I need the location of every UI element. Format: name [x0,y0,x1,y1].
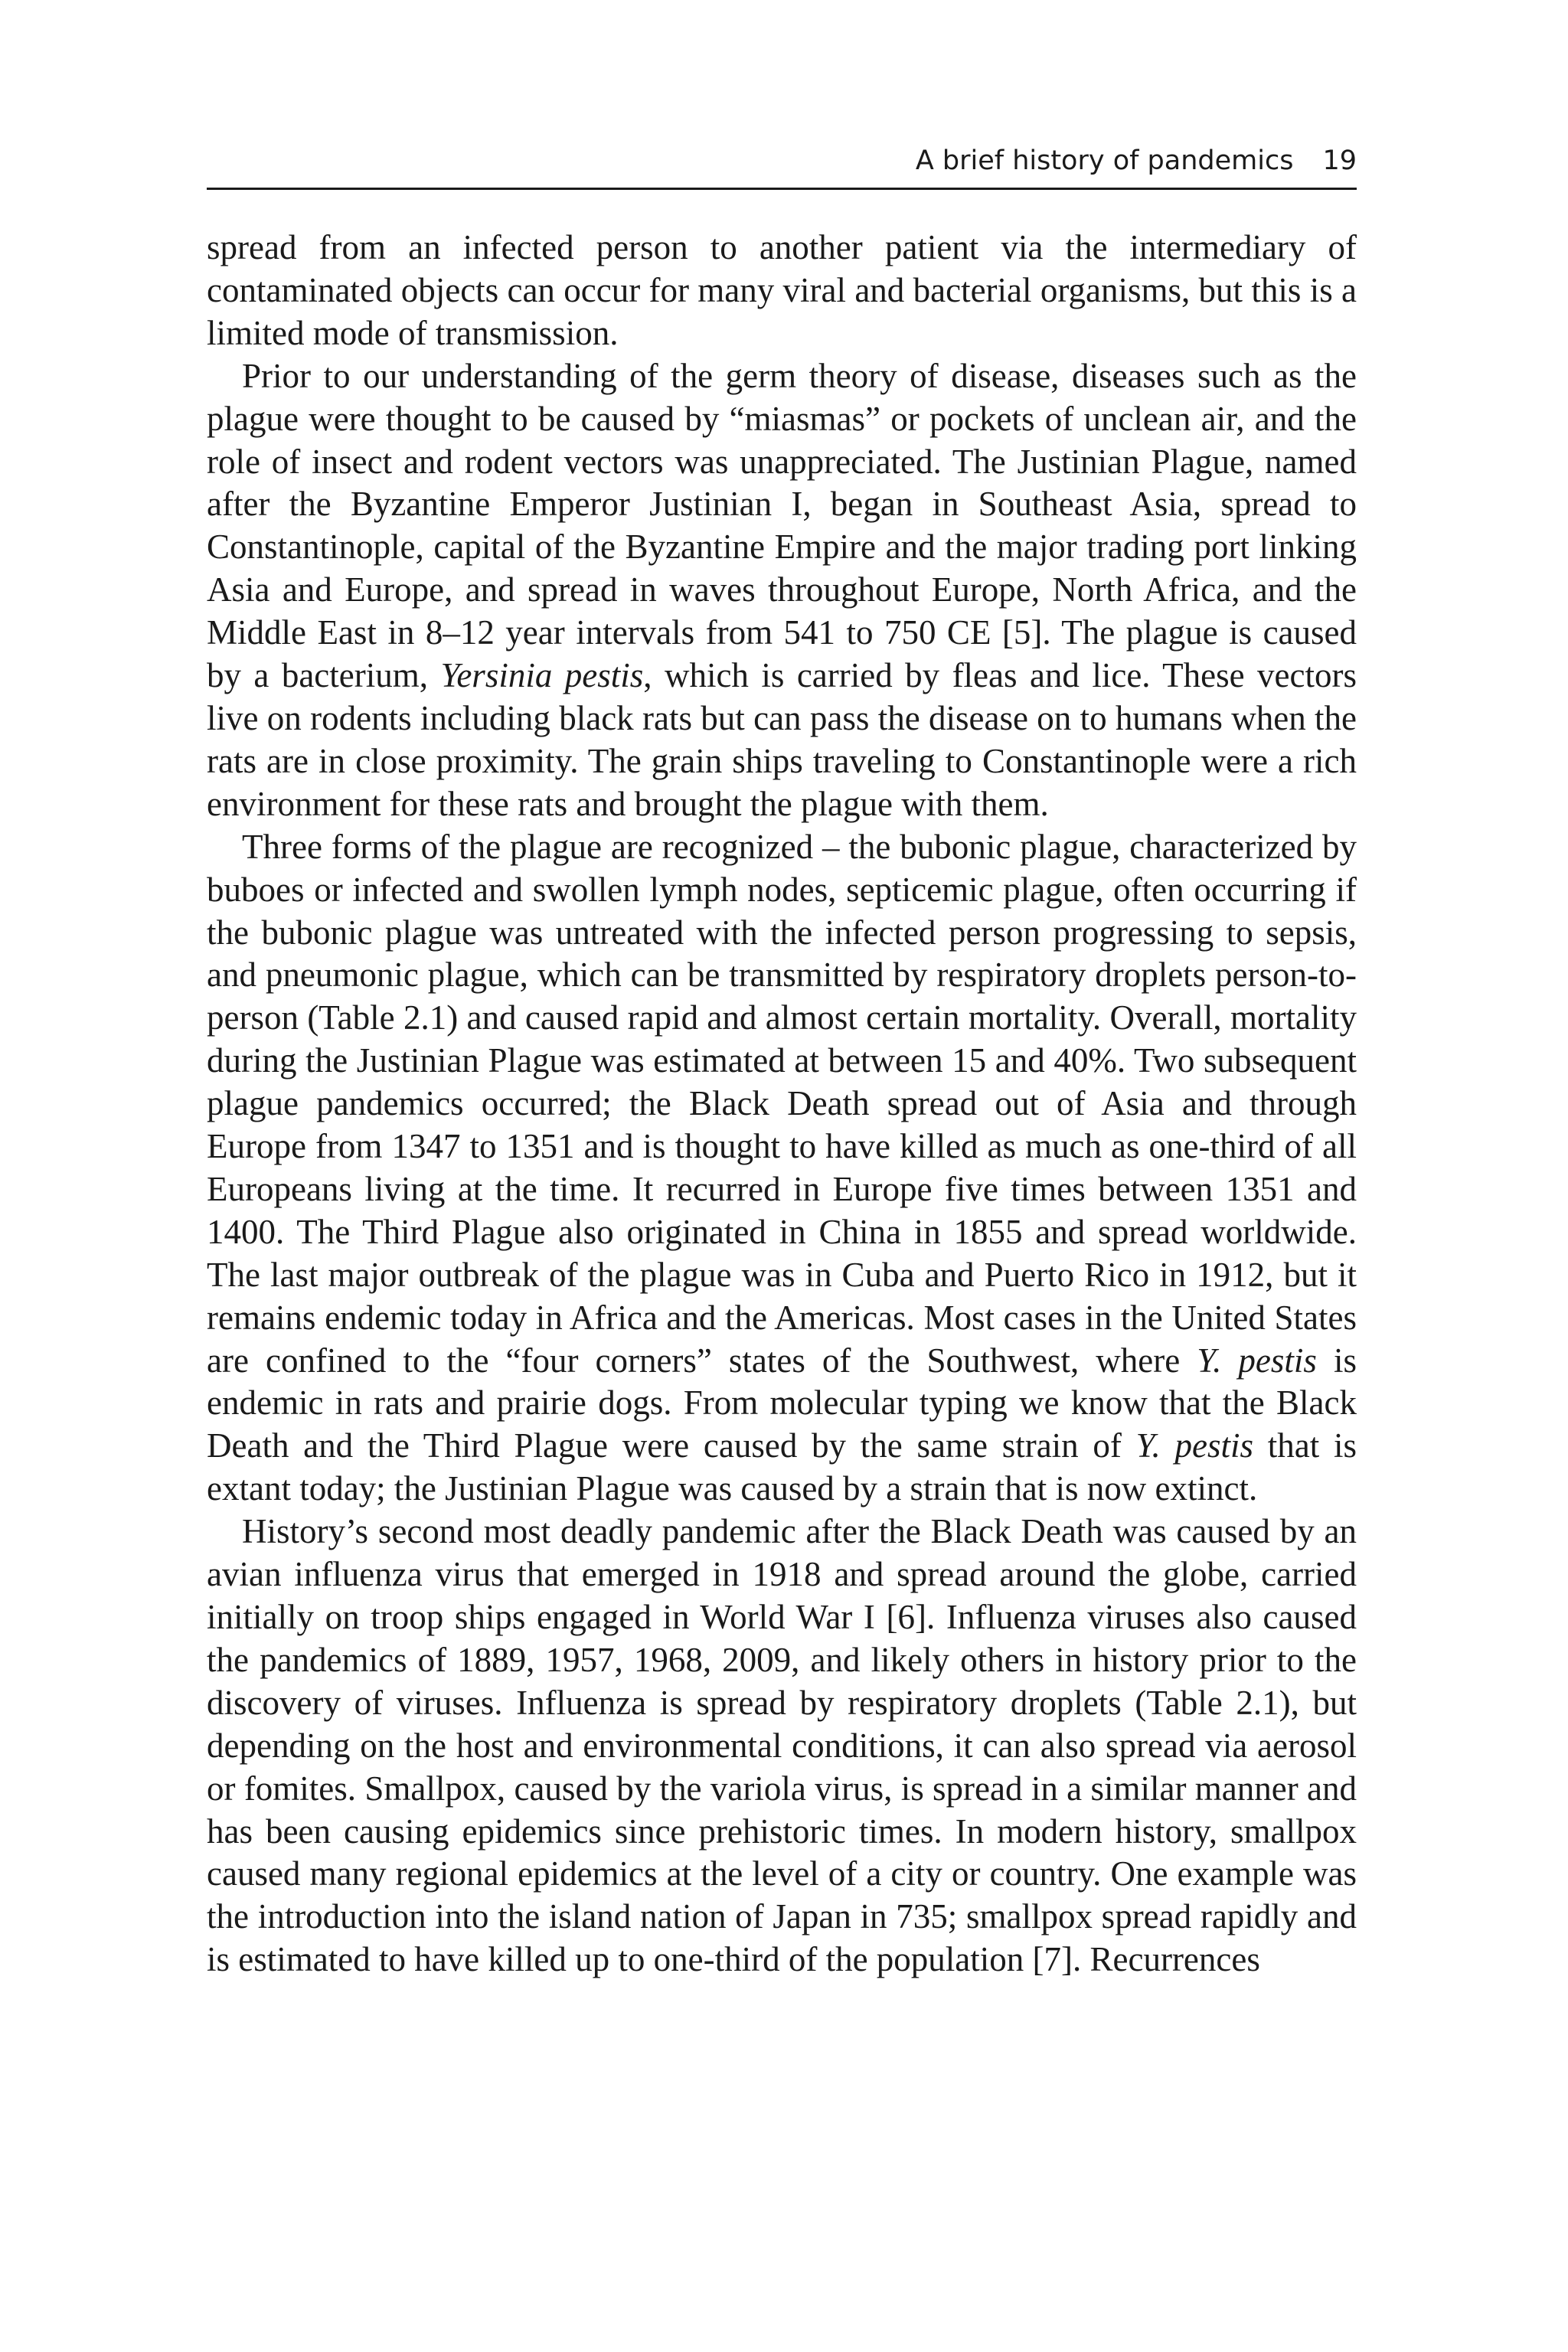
paragraph-text: spread from an infected person to another patient via the intermediary of contaminated objects can occur for many viral and bacterial organisms, but this is a limited mode of transmission. [207,228,1357,352]
paragraph [207,1511,1357,1981]
species-name-italic: Y. pestis [1197,1341,1317,1380]
paragraph-text: is endemic in rats and prairie dogs. From molecular typing we know that the Black Death and the Third Plague were caused by the same strain of [207,1341,1357,1465]
running-head [207,144,1357,190]
page-number: 19 [1322,145,1357,176]
species-name-italic: Yersinia pestis [440,656,644,695]
paragraph-text: History’s second most deadly pandemic after the Black Death was caused by an avian influenza virus that emerged in 1918 and spread around the globe, carried initially on troop ships engaged in World War I [6]. Influenza viruses also caused the pandemics of 1889, 1957, 1968, 2009, and likely others in history prior to the discovery of viruses. Influenza is spread by respiratory droplets (Table 2.1), but depending on the host and environmental conditions, it can also spread via aerosol or fomites. Smallpox, caused by the variola virus, is spread in a similar manner and has been causing epidemics since prehistoric times. In modern history, smallpox caused many regional epidemics at the level of a city or country. One example was the introduction into the island nation of Japan in 735; smallpox spread rapidly and is estimated to have killed up to one-third of the population [7]. Recurrences [207,1512,1357,1979]
paragraph-text: , which is carried by fleas and lice. These vectors live on rodents including black rats but can pass the disease on to humans when the rats are in close proximity. The grain ships traveling to Constantinople were a rich environment for these rats and brought the plague with them. [207,656,1357,823]
species-name-italic: Y. pestis [1135,1426,1254,1465]
paragraph [207,227,1357,355]
paragraph-text: Three forms of the plague are recognized – the bubonic plague, characterized by buboes or infected and swollen lymph nodes, septicemic plague, often occurring if the bubonic plague was untreated with the infected person progressing to sepsis, and pneumonic plague, which can be transmitted by respiratory droplets person-to-person (Table 2.1) and caused rapid and almost certain mortality. Overall, mortality during the Justinian Plague was estimated at between 15 and 40%. Two subsequent plague pandemics occurred; the Black Death spread out of Asia and through Europe from 1347 to 1351 and is thought to have killed as much as one-third of all Europeans living at the time. It recurred in Europe five times between 1351 and 1400. The Third Plague also originated in China in 1855 and spread worldwide. The last major outbreak of the plague was in Cuba and Puerto Rico in 1912, but it remains endemic today in Africa and the Americas. Most cases in the United States are confined to the “four corners” states of the Southwest, where [207,827,1357,1380]
paragraph-text: that is extant today; the Justinian Plague was caused by a strain that is now extinct. [207,1426,1357,1508]
running-title: A brief history of pandemics [915,145,1294,176]
paragraph-text: Prior to our understanding of the germ theory of disease, diseases such as the plague were thought to be caused by “miasmas” or pockets of unclean air, and the role of insect and rodent vectors was unappreciated. The Justinian Plague, named after the Byzantine Emperor Justinian I, began in Southeast Asia, spread to Constantinople, capital of the Byzantine Empire and the major trading port linking Asia and Europe, and spread in waves throughout Europe, North Africa, and the Middle East in 8–12 year intervals from 541 to 750 CE [5]. The plague is caused by a bacterium, [207,356,1357,695]
paragraph [207,826,1357,1511]
paragraph [207,355,1357,826]
body-text [207,227,1357,1981]
